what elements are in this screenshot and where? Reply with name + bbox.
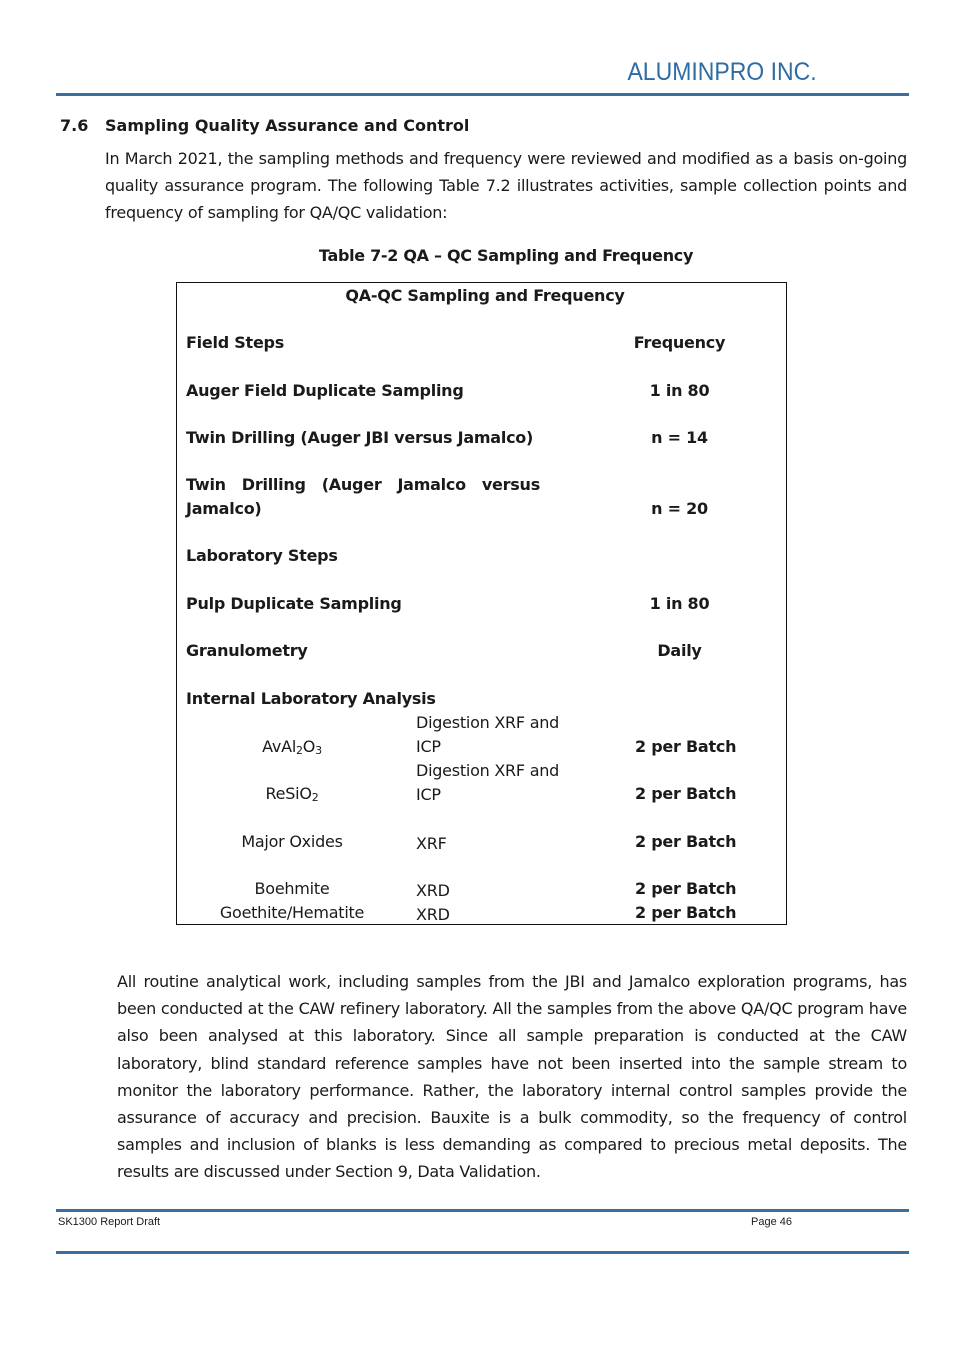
intro-paragraph: In March 2021, the sampling methods and frequency were reviewed and modified as a basis on-going quality assurance program. The following Table 7.2 illustrates activities, sample collection points and frequency of sampling for QA/QC validation: xyxy=(105,149,907,223)
analyte-text: ReSiO xyxy=(265,784,312,803)
label-word: Jamalco xyxy=(397,475,466,494)
closing-paragraph: All routine analytical work, including samples from the JBI and Jamalco exploration programs, has been conducted at the CAW refinery laboratory. All the samples from the above QA/QC program have also been analysed at this laboratory. Since all sample preparation is conducted at the CAW laboratory, blind standard reference samples have not been inserted into the sample stream to monitor the laboratory performance. Rather, the laboratory internal control samples provide the assurance of accuracy and precision. Bauxite is a bulk commodity, so the frequency of control samples and inclusion of blanks is less demanding as compared to precious metal deposits. The results are discussed under Section 9, Data Validation. xyxy=(117,972,907,1182)
analyte-subscript: 2 xyxy=(296,744,303,757)
table-heading: QA-QC Sampling and Frequency xyxy=(345,286,625,305)
label-line-2: Jamalco) xyxy=(186,499,262,518)
analyte-text: AvAl xyxy=(262,737,297,756)
analysis-frequency: 2 per Batch xyxy=(635,784,737,803)
section-number: 7.6 xyxy=(60,116,89,135)
field-row-label xyxy=(186,473,540,521)
lab-row-label: Pulp Duplicate Sampling xyxy=(186,594,402,613)
label-word: Drilling xyxy=(241,475,306,494)
analyte-name xyxy=(197,784,387,804)
footer-document-name: SK1300 Report Draft xyxy=(58,1216,161,1228)
field-row-frequency: n = 20 xyxy=(651,499,708,518)
col-frequency-header: Frequency xyxy=(633,333,726,352)
field-row-label: Auger Field Duplicate Sampling xyxy=(186,381,464,400)
field-row-label: Twin Drilling (Auger JBI versus Jamalco) xyxy=(186,428,534,447)
analyte-subscript: 3 xyxy=(315,744,322,757)
footer-rule-bottom xyxy=(56,1251,909,1254)
analyte-subscript: 2 xyxy=(311,791,319,804)
method-cell: XRF xyxy=(416,834,447,853)
analysis-frequency: 2 per Batch xyxy=(635,879,737,898)
method-line: Digestion XRF and xyxy=(416,713,560,732)
field-row-frequency: n = 14 xyxy=(651,428,708,447)
method-line: Digestion XRF and xyxy=(416,761,560,780)
analysis-frequency: 2 per Batch xyxy=(635,832,737,851)
method-cell xyxy=(416,759,559,807)
label-word: versus xyxy=(481,475,540,494)
footer-page-number: Page 46 xyxy=(751,1216,792,1228)
footer-rule-top xyxy=(56,1209,909,1212)
analysis-frequency: 2 per Batch xyxy=(635,903,737,922)
label-word: (Auger xyxy=(321,475,382,494)
col-steps-header: Field Steps xyxy=(186,333,285,352)
analyte-name xyxy=(197,737,387,757)
header-rule xyxy=(56,93,909,96)
lab-steps-heading: Laboratory Steps xyxy=(186,546,338,565)
company-name: ALUMINPRO INC. xyxy=(627,58,817,86)
analyte-text: O xyxy=(302,737,316,756)
method-cell xyxy=(416,711,559,759)
field-row-frequency: 1 in 80 xyxy=(649,381,710,400)
internal-analysis-heading: Internal Laboratory Analysis xyxy=(186,689,436,708)
analyte-name: Boehmite xyxy=(254,879,330,898)
lab-row-frequency: 1 in 80 xyxy=(649,594,710,613)
analyte-name: Goethite/Hematite xyxy=(219,903,365,922)
lab-row-frequency: Daily xyxy=(657,641,702,660)
label-word: Twin xyxy=(186,475,226,494)
method-line: ICP xyxy=(416,785,441,804)
analysis-frequency: 2 per Batch xyxy=(635,737,737,756)
method-line: ICP xyxy=(416,737,441,756)
lab-row-label: Granulometry xyxy=(186,641,308,660)
table-caption: Table 7-2 QA – QC Sampling and Frequency xyxy=(318,246,694,265)
section-title: Sampling Quality Assurance and Control xyxy=(105,116,470,135)
qaqc-table xyxy=(176,282,787,925)
analyte-name: Major Oxides xyxy=(241,832,343,851)
method-cell: XRD xyxy=(416,881,450,900)
method-cell: XRD xyxy=(416,905,450,924)
